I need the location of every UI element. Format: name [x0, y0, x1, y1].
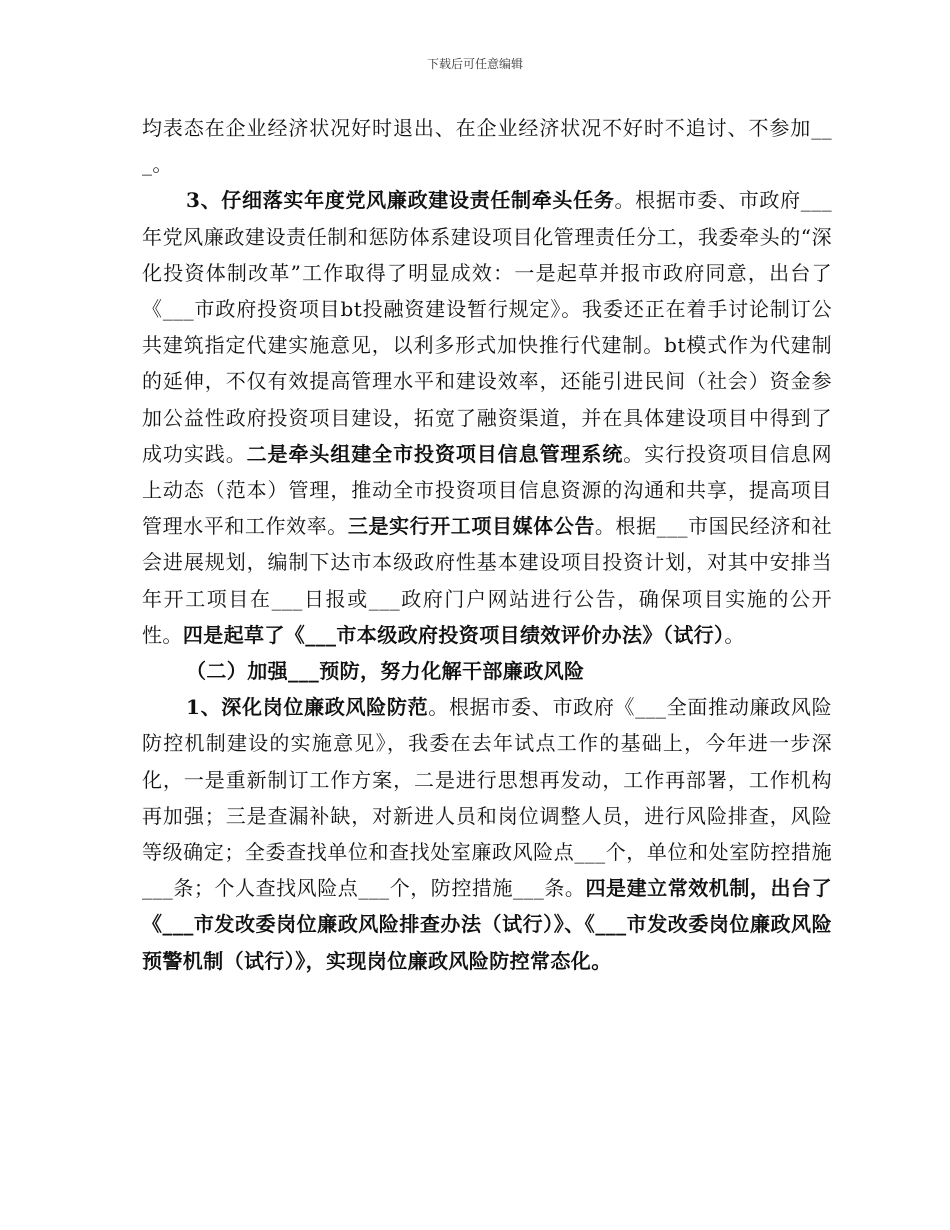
- section-heading: [142, 653, 832, 689]
- bold-text-segment: 二是牵头组建全市投资项目信息管理系统: [246, 441, 624, 466]
- paragraph: [142, 182, 832, 653]
- bold-text-segment: 3、仔细落实年度党风廉政建设责任制牵头任务: [186, 188, 615, 213]
- text-segment: 。根据市委、市政府___年党风廉政建设责任制和惩防体系建设项目化管理责任分工，我委牵头的“深化投资体制改革”工作取得了明显成效：一是起草并报市政府同意，出台了《___市政府投资项目bt投融资建设暂行规定》。我委还正在着手讨论制订公共建筑指定代建实施意见，以利多形式加快推行代建制。bt模式作为代建制的延伸，不仅有效提高管理水平和建设效率，还能引进民间（社会）资金参加公益性政府投资项目建设，拓宽了融资渠道，并在具体建设项目中得到了成功实践。: [142, 188, 832, 466]
- text-segment: 。: [724, 622, 745, 647]
- document-body: [142, 110, 832, 979]
- paragraph: [142, 689, 832, 979]
- text-segment: 。根据___市国民经济和社会进展规划，编制下达市本级政府性基本建设项目投资计划，对其中安排当年开工项目在___日报或___政府门户网站进行公告，确保项目实施的公开性。: [142, 514, 832, 647]
- bold-text-segment: （二）加强___预防，努力化解干部廉政风险: [186, 659, 585, 684]
- paragraph: [142, 110, 832, 182]
- bold-text-segment: 四是建立常效机制，出台了《___市发改委岗位廉政风险排查办法（试行）》、《___市发改委岗位廉政风险预警机制（试行）》，实现岗位廉政风险防控常态化。: [142, 876, 832, 973]
- page-header: 下载后可任意编辑: [426, 57, 523, 71]
- text-segment: 。实行投资项目信息网上动态（范本）管理，推动全市投资项目信息资源的沟通和共享，提高项目管理水平和工作效率。: [142, 441, 833, 539]
- text-segment: 。根据市委、市政府《___全面推动廉政风险防控机制建设的实施意见》，我委在去年试点工作的基础上，今年进一步深化，一是重新制订工作方案，二是进行思想再发动，工作再部署，工作机构再加强；三是查漏补缺，对新进人员和岗位调整人员，进行风险排查，风险等级确定；全委查找单位和查找处室廉政风险点___个，单位和处室防控措施___条；个人查找风险点___个，防控措施___条。: [142, 695, 833, 901]
- bold-text-segment: 三是实行开工项目媒体公告: [347, 514, 595, 539]
- bold-text-segment: 四是起草了《___市本级政府投资项目绩效评价办法》（试行）: [182, 622, 725, 647]
- text-segment: 均表态在企业经济状况好时退出、在企业经济状况不好时不追讨、不参加___。: [142, 116, 832, 177]
- bold-text-segment: 1、深化岗位廉政风险防范: [186, 695, 429, 720]
